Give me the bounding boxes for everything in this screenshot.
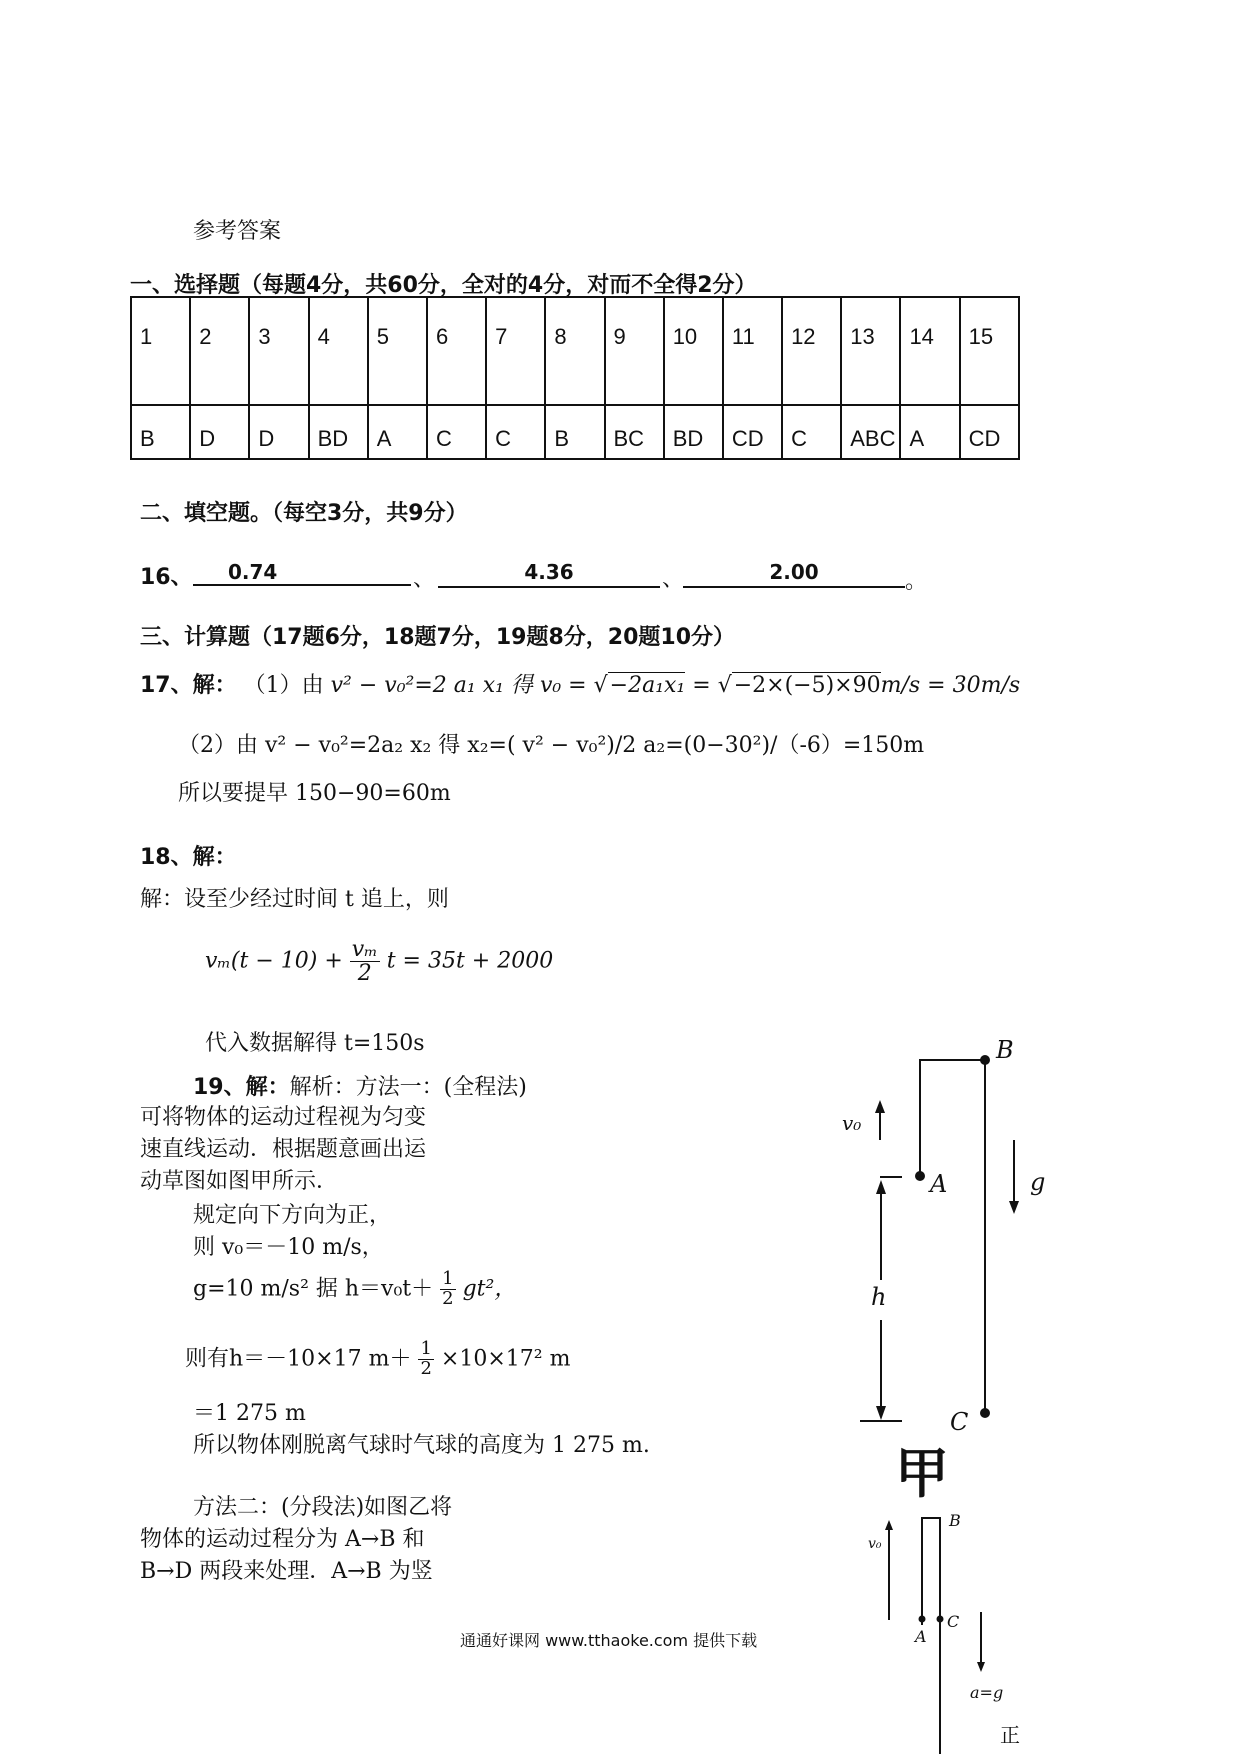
label-C-2: C: [947, 1612, 960, 1631]
question-number-cell: 3: [249, 297, 308, 405]
figure-jia-labels: [842, 1036, 1045, 1436]
q19-rule: 规定向下方向为正，: [193, 1203, 392, 1228]
section1-title: 一、选择题（每题4分，共60分，全对的4分，对而不全得2分）: [130, 273, 757, 298]
frac-num: 1: [420, 1338, 432, 1359]
trajectory-path: [920, 1060, 985, 1413]
answer-cell: A: [900, 405, 959, 459]
figure-jia-marks: [875, 1055, 1019, 1420]
figure-yi-labels: [868, 1511, 1020, 1747]
q19-h-post: ×10×17² m: [440, 1346, 571, 1372]
q18-eq-right: t = 35t + 2000: [386, 948, 554, 974]
question-number-cell: 7: [486, 297, 545, 405]
point-C-2: [937, 1616, 944, 1623]
q17-line3: 所以要提早 150−90=60m: [178, 781, 451, 806]
q17-l1-v0: v₀ =: [539, 673, 587, 698]
answer-cell: C: [782, 405, 841, 459]
label-C: C: [950, 1408, 969, 1436]
question-number-cell: 4: [309, 297, 368, 405]
section2-title: 二、填空题。（每空3分，共9分）: [140, 501, 468, 526]
page-heading: 参考答案: [193, 219, 282, 244]
q17-root1: −2a₁x₁: [609, 673, 686, 698]
answer-cell: D: [190, 405, 249, 459]
q18-eq-left: vₘ(t − 10) +: [205, 948, 343, 974]
label-ag: a=g: [970, 1683, 1004, 1702]
text-line: 物体的运动过程分为 A→B 和: [140, 1527, 425, 1552]
sqrt-icon: √: [593, 673, 608, 698]
q18-label: 18、解：: [140, 845, 237, 870]
label-B-2: B: [949, 1511, 961, 1530]
q16-label: 16、: [140, 565, 193, 590]
answer-cell: B: [545, 405, 604, 459]
question-number-cell: 10: [664, 297, 723, 405]
q19-g-post: gt²，: [462, 1276, 517, 1302]
text-line: 可将物体的运动过程视为匀变: [140, 1105, 427, 1130]
answer-cell: D: [249, 405, 308, 459]
question-number-cell: 15: [960, 297, 1019, 405]
q16-end: 。: [905, 569, 928, 594]
q17-l1-mid: =: [692, 673, 711, 698]
point-A: [915, 1171, 925, 1181]
question-number-cell: 11: [723, 297, 782, 405]
arrowhead-icon: [875, 1100, 885, 1113]
q17-l1-end: m/s = 30m/s: [880, 673, 1021, 698]
q16-separator: 、: [413, 567, 436, 592]
question-number-cell: 2: [190, 297, 249, 405]
arrowhead-icon: [876, 1180, 886, 1194]
question-number-cell: 8: [545, 297, 604, 405]
point-C: [980, 1408, 990, 1418]
label-A: A: [930, 1170, 948, 1198]
figure-yi-lines: [889, 1518, 981, 1754]
question-number-cell: 5: [368, 297, 427, 405]
answer-cell: BD: [309, 405, 368, 459]
text-line: B→D 两段来处理．A→B 为竖: [140, 1559, 433, 1584]
figure-jia-lines: [860, 1060, 1014, 1421]
q17-line2: （2）由 v² − v₀²=2a₂ x₂ 得 x₂=( v² − v₀²)/2 a₂=(0−30²)/（-6）=150m: [178, 733, 925, 758]
figure-yi-marks: [885, 1520, 985, 1672]
question-number-cell: 6: [427, 297, 486, 405]
q16-separator: 、: [662, 567, 685, 592]
answer-cell: B: [131, 405, 190, 459]
text-line: 动草图如图甲所示．: [140, 1169, 339, 1194]
label-g: g: [1030, 1168, 1046, 1196]
answer-cell: CD: [723, 405, 782, 459]
q19-intro: 解析：方法一：(全程法): [289, 1075, 527, 1100]
frac-den: 2: [420, 1357, 432, 1379]
answer-cell: C: [427, 405, 486, 459]
arrowhead-icon: [885, 1520, 893, 1530]
answer-cell: BD: [664, 405, 723, 459]
text-line: 方法二：(分段法)如图乙将: [193, 1495, 453, 1520]
q18-result: 代入数据解得 t=150s: [205, 1031, 425, 1056]
label-B: B: [996, 1036, 1014, 1064]
answer-cell: C: [486, 405, 545, 459]
frac-num: 1: [442, 1268, 454, 1289]
q18-frac-den: 2: [357, 961, 372, 987]
q18-frac-num: vₘ: [351, 937, 378, 962]
q19-h-pre: 则有h＝－10×17 m＋: [185, 1346, 412, 1372]
sqrt-icon: √: [717, 673, 732, 698]
label-A-2: A: [915, 1627, 927, 1646]
q19-g-pre: g=10 m/s² 据 h＝v₀t＋: [193, 1276, 434, 1302]
arrowhead-icon: [977, 1662, 985, 1672]
q17-root2: −2×(−5)×90: [733, 673, 881, 698]
question-number-cell: 9: [605, 297, 664, 405]
answer-cell: ABC: [841, 405, 900, 459]
answer-cell: BC: [605, 405, 664, 459]
q19-conclusion: 所以物体刚脱离气球时气球的高度为 1 275 m.: [193, 1433, 650, 1458]
q16-blank-3: 2.00: [683, 560, 905, 588]
point-A-2: [919, 1616, 926, 1623]
q17-l1-pre: （1）由: [243, 673, 324, 698]
page-footer: 通通好课网 www.tthaoke.com 提供下载: [460, 1631, 758, 1650]
label-h: h: [871, 1283, 887, 1311]
q18-line1: 解：设至少经过时间 t 追上，则: [140, 887, 449, 912]
q16-blank-1: 0.74: [193, 560, 411, 586]
q19-h-result: ＝1 275 m: [193, 1401, 306, 1426]
label-zheng: 正: [1000, 1723, 1020, 1747]
q19-label: 19、解：: [193, 1075, 290, 1100]
section3-title: 三、计算题（17题6分，18题7分，19题8分，20题10分）: [140, 625, 736, 650]
text-line: 速直线运动．根据题意画出运: [140, 1137, 427, 1162]
q19-v0: 则 v₀＝－10 m/s，: [193, 1235, 384, 1260]
q17-l1-eq: v² − v₀²=2 a₁ x₁ 得: [330, 673, 533, 698]
label-v0-2: v₀: [868, 1536, 882, 1552]
question-number-cell: 13: [841, 297, 900, 405]
answer-cell: A: [368, 405, 427, 459]
figure-jia-caption: 甲: [895, 1442, 949, 1505]
point-B: [980, 1055, 990, 1065]
question-number-cell: 12: [782, 297, 841, 405]
arrowhead-icon: [1009, 1201, 1019, 1214]
frac-den: 2: [442, 1287, 454, 1309]
label-v0: v₀: [842, 1111, 862, 1135]
question-number-cell: 1: [131, 297, 190, 405]
question-number-cell: 14: [900, 297, 959, 405]
q16-blank-2: 4.36: [438, 560, 660, 588]
answer-cell: CD: [960, 405, 1019, 459]
arrowhead-icon: [876, 1406, 886, 1420]
q17-label: 17、解：: [140, 673, 237, 698]
